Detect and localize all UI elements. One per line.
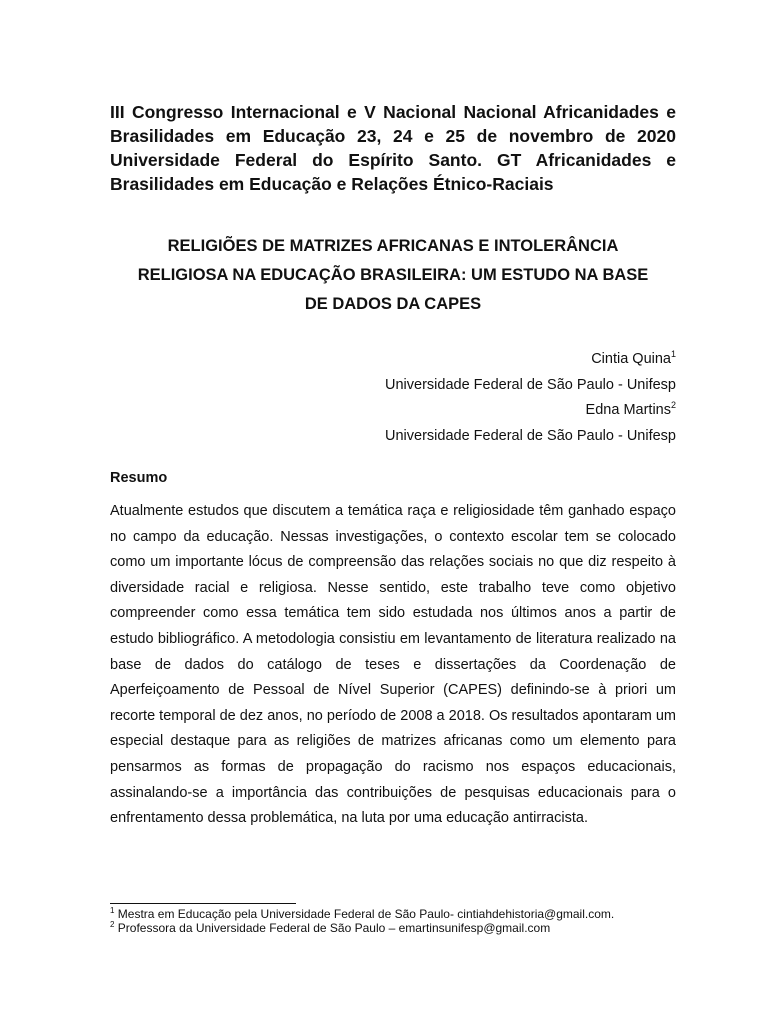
footnote — [110, 921, 676, 935]
author-name: Cintia Quina — [591, 351, 671, 367]
author-line — [276, 347, 676, 373]
paper-title-line: RELIGIOSA NA EDUCAÇÃO BRASILEIRA: UM ESTUDO NA BASE — [137, 266, 649, 284]
paper-title-line: RELIGIÕES DE MATRIZES AFRICANAS E INTOLERÂNCIA — [167, 237, 619, 255]
author-name: Edna Martins — [585, 402, 671, 418]
paper-title-line: DE DADOS DA CAPES — [304, 295, 482, 313]
author-affiliation: Universidade Federal de São Paulo - Unifesp — [385, 376, 676, 393]
conference-title: III Congresso Internacional e V Nacional Nacional Africanidades e Brasilidades em Educação 23, 24 e 25 de novembro de 2020 Universidade Federal do Espírito Santo. GT Africanidades e Brasilidades em Educação e Relações Étnico-Raciais — [110, 102, 676, 194]
footnote-text: Mestra em Educação pela Universidade Federal de São Paulo- cintiahdehistoria@gmail.com. — [114, 907, 615, 921]
footnote-divider — [110, 903, 296, 904]
author-line — [276, 398, 676, 424]
footnote-mark: 2 — [110, 920, 115, 929]
footnote-mark: 1 — [110, 906, 115, 915]
abstract-heading: Resumo — [110, 470, 168, 486]
author-block — [276, 347, 676, 449]
paper-title — [110, 232, 676, 319]
footnote-text: Professora da Universidade Federal de São Paulo – emartinsunifesp@gmail.com — [114, 921, 551, 935]
footnote-reference[interactable]: 1 — [670, 349, 676, 360]
footnote-reference[interactable]: 2 — [670, 400, 676, 411]
abstract-text: Atualmente estudos que discutem a temática raça e religiosidade têm ganhado espaço no campo da educação. Nessas investigações, o contexto escolar tem se colocado como um importante lócus de compreensão das relações sociais no que diz respeito à diversidade racial e religiosa. Nesse sentido, este trabalho teve como objetivo compreender como essa temática tem sido estudada nos últimos anos a partir de estudo bibliográfico. A metodologia consistiu em levantamento de literatura realizado na base de dados do catálogo de teses e dissertações da Coordenação de Aperfeiçoamento de Pessoal de Nível Superior (CAPES) definindo-se à priori um recorte temporal de dez anos, no período de 2008 a 2018. Os resultados apontaram um especial destaque para as religiões de matrizes africanas como um elemento para pensarmos as formas de propagação do racismo nos espaços educacionais, assinalando-se a importância das contribuições de pesquisas educacionais para o enfrentamento dessa problemática, na luta por uma educação antirracista. — [110, 503, 676, 827]
footnote — [110, 907, 676, 921]
footnotes — [110, 907, 676, 935]
author-affiliation: Universidade Federal de São Paulo - Unifesp — [385, 427, 676, 444]
